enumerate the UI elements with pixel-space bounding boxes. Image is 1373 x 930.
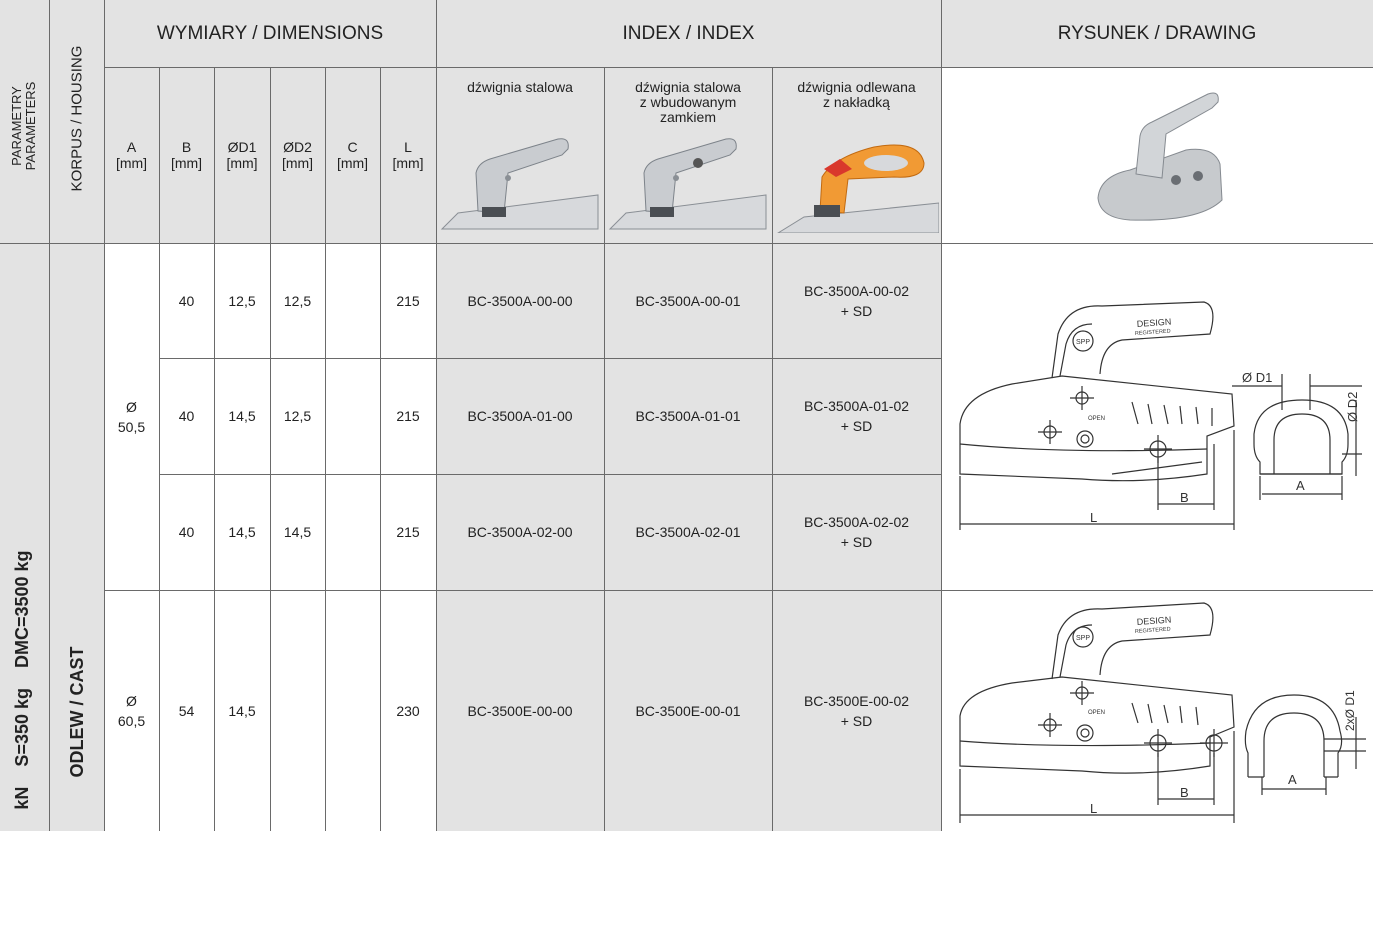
row3-b: 40 [178, 524, 195, 540]
variant-caption-cast: dźwignia odlewana z nakładką [797, 79, 916, 110]
row3-index-cast: BC-3500A-02-02 + SD [803, 514, 910, 550]
dim-l-label: L [1090, 510, 1098, 525]
dim-b-label-2: B [1180, 785, 1189, 800]
drawing-header: RYSUNEK / DRAWING [1057, 22, 1257, 44]
registered-text-2: REGISTERED [1134, 626, 1171, 635]
coupling-image-steel [438, 133, 602, 233]
dim-l-label-2: L [1090, 801, 1098, 816]
dim-d1-label: Ø D1 [1242, 370, 1273, 385]
dim-d2-label: Ø D2 [1345, 391, 1360, 422]
housing-header-label: KORPUS / HOUSING [68, 45, 86, 192]
row4-d2 [270, 590, 325, 831]
row2-d1: 14,5 [228, 408, 256, 424]
row2-b: 40 [178, 408, 195, 424]
row2-index-steel-lock: BC-3500A-01-01 [635, 408, 741, 424]
parameters-label-pl: PARAMETRY [9, 86, 24, 166]
row4-b: 54 [178, 702, 195, 719]
coupling-render [1090, 80, 1240, 230]
row1-d1: 12,5 [228, 292, 256, 309]
row3-index-steel: BC-3500A-02-00 [467, 524, 573, 540]
index-header: INDEX / INDEX [622, 22, 755, 44]
row3-c [325, 474, 380, 590]
design-text-2: DESIGN [1136, 614, 1172, 627]
row2-index-steel: BC-3500A-01-00 [467, 408, 573, 424]
logo-text-2: SPP [1076, 635, 1091, 642]
row4-d1: 14,5 [228, 702, 256, 719]
row4-index-cast: BC-3500E-00-02 + SD [803, 692, 910, 729]
open-text-2: OPEN [1088, 710, 1106, 716]
row1-b: 40 [178, 292, 195, 309]
housing-type: ODLEW / CAST [67, 646, 87, 778]
dim-header-d1: ØD1 [mm] [226, 139, 258, 171]
row4-index-steel: BC-3500E-00-00 [467, 702, 573, 719]
row1-l: 215 [396, 292, 420, 309]
row4-c [325, 590, 380, 831]
dim-b-label: B [1180, 490, 1189, 505]
dim-a-label: A [1296, 478, 1305, 493]
parameters-header [0, 0, 49, 243]
design-text: DESIGN [1136, 316, 1172, 329]
logo-text: SPP [1076, 339, 1091, 346]
row1-index-cast: BC-3500A-00-02 + SD [803, 282, 910, 319]
dimensions-header: WYMIARY / DIMENSIONS [156, 22, 384, 44]
coupling-image-cast [774, 133, 939, 233]
dim-a-group2: Ø 60,5 [117, 692, 146, 729]
row2-c [325, 358, 380, 474]
dim-header-c: C [mm] [336, 139, 369, 171]
row2-l: 215 [396, 408, 420, 424]
row3-l: 215 [396, 524, 420, 540]
row4-l: 230 [396, 702, 420, 719]
technical-drawing-e [942, 591, 1372, 831]
row2-d2: 12,5 [283, 408, 312, 424]
row3-d2: 14,5 [283, 524, 312, 540]
technical-drawing-a [942, 244, 1372, 589]
registered-text: REGISTERED [1134, 328, 1171, 337]
row1-index-steel: BC-3500A-00-00 [467, 292, 573, 309]
dim-a-group1: Ø 50,5 [117, 398, 146, 435]
variant-caption-steel-lock: dźwignia stalowa z wbudowanym zamkiem [635, 79, 741, 125]
row3-d1: 14,5 [228, 524, 256, 540]
variant-caption-steel: dźwignia stalowa [467, 79, 573, 95]
row3-index-steel-lock: BC-3500A-02-01 [635, 524, 741, 540]
row4-index-steel-lock: BC-3500E-00-01 [635, 702, 741, 719]
dim-header-a: A [mm] [115, 139, 148, 171]
housing-header [49, 0, 104, 243]
open-text: OPEN [1088, 416, 1106, 422]
row1-c [325, 243, 380, 358]
dim-header-b: B [mm] [170, 139, 203, 171]
row2-index-cast: BC-3500A-01-02 + SD [803, 398, 910, 434]
coupling-image-steel-lock [606, 133, 770, 233]
row1-index-steel-lock: BC-3500A-00-01 [635, 292, 741, 309]
dim-2xd1-label: 2xØ D1 [1343, 690, 1357, 731]
dim-header-l: L [mm] [392, 139, 424, 171]
load-parameters: kN S=350 kg DMC=3500 kg [12, 550, 32, 810]
dim-a-label-2: A [1288, 772, 1297, 787]
dim-header-d2: ØD2 [mm] [281, 139, 314, 171]
parameters-label-en: PARAMETERS [23, 81, 38, 171]
row1-d2: 12,5 [283, 292, 312, 309]
